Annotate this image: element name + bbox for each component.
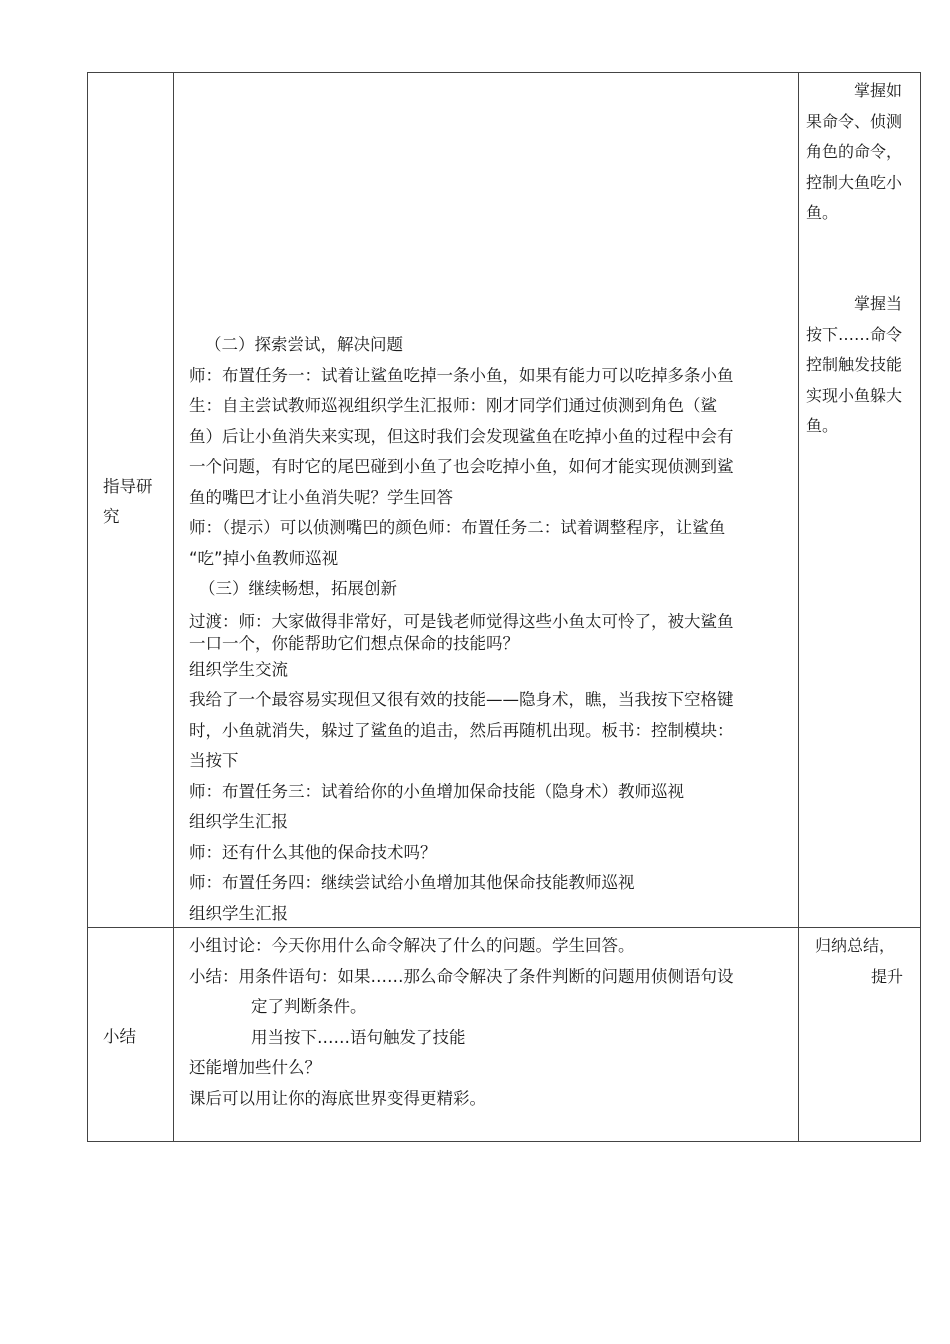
intent-line: 归纳总结， — [815, 936, 896, 955]
content-subheading: （三）继续畅想，拓展创新 — [199, 579, 397, 598]
stage-label-line: 究 — [103, 507, 120, 526]
content-line: 小组讨论：今天你用什么命令解决了什么的问题。学生回答。 — [189, 936, 635, 955]
intent-line: 控制大鱼吃小 — [806, 172, 903, 192]
content-line: 还能增加些什么？ — [189, 1058, 321, 1077]
content-line: 师：还有什么其他的保命技术吗？ — [189, 842, 437, 862]
table-right-border — [920, 72, 921, 1142]
intent-line: 掌握当 — [854, 294, 903, 313]
intent-line: 角色的命令， — [806, 142, 903, 161]
content-line: 一口一个，你能帮助它们想点保命的技能吗？ — [189, 633, 519, 653]
column-divider-1 — [173, 72, 174, 1142]
content-subheading: （二）探索尝试，解决问题 — [205, 335, 403, 354]
content-line: 师：布置任务三：试着给你的小鱼增加保命技能（隐身术）教师巡视 — [189, 781, 684, 801]
content-line: 师：布置任务四：继续尝试给小鱼增加其他保命技能教师巡视 — [189, 873, 635, 892]
teaching-process-content — [189, 330, 734, 929]
content-line: 一个问题，有时它的尾巴碰到小鱼了也会吃掉小鱼，如何才能实现侦测到鲨 — [189, 457, 734, 476]
table-left-border — [87, 72, 88, 1142]
content-line: 我给了一个最容易实现但又很有效的技能——隐身术，瞧，当我按下空格键 — [189, 690, 734, 709]
content-line: 当按下 — [189, 751, 239, 770]
intent-line: 鱼。 — [806, 203, 839, 222]
content-line: 鱼）后让小鱼消失来实现，但这时我们会发现鲨鱼在吃掉小鱼的过程中会有 — [189, 426, 734, 446]
intent-line: 提升 — [871, 966, 904, 986]
content-line: “吃”掉小鱼教师巡视 — [189, 548, 339, 568]
content-line: 组织学生汇报 — [189, 812, 288, 831]
stage-label-summary — [103, 1022, 136, 1052]
content-line: 过渡：师：大家做得非常好，可是钱老师觉得这些小鱼太可怜了，被大鲨鱼 — [189, 611, 734, 631]
content-line: 课后可以用让你的海底世界变得更精彩。 — [189, 1088, 486, 1108]
content-line: 师：布置任务一：试着让鲨鱼吃掉一条小鱼，如果有能力可以吃掉多条小鱼 — [189, 365, 734, 385]
intent-line: 果命令、侦测 — [806, 111, 903, 131]
table-bottom-border — [87, 1141, 921, 1142]
intent-line: 掌握如 — [854, 81, 903, 100]
table-top-border — [87, 72, 921, 73]
summary-content — [189, 931, 734, 1114]
content-line: 定了判断条件。 — [251, 997, 367, 1016]
content-line: 时，小鱼就消失，躲过了鲨鱼的追击，然后再随机出现。板书：控制模块： — [189, 720, 734, 740]
design-intent-b — [806, 289, 902, 442]
content-line: 生：自主尝试教师巡视组织学生汇报师：刚才同学们通过侦测到角色（鲨 — [189, 396, 717, 415]
stage-label-guided-research — [103, 472, 153, 532]
content-line: 组织学生交流 — [189, 659, 288, 679]
intent-line: 鱼。 — [806, 416, 839, 435]
intent-line: 控制触发技能 — [806, 355, 903, 374]
content-line: 小结：用条件语句：如果……那么命令解决了条件判断的问题用侦侧语句设 — [189, 966, 734, 986]
stage-label-line: 小结 — [103, 1027, 136, 1046]
content-line: 组织学生汇报 — [189, 903, 288, 923]
content-line: 师：（提示）可以侦测嘴巴的颜色师：布置任务二：试着调整程序，让鲨鱼 — [189, 518, 726, 537]
content-line: 用当按下……语句触发了技能 — [251, 1027, 466, 1047]
design-intent-a — [806, 76, 902, 229]
stage-label-line: 指导研 — [103, 477, 153, 496]
intent-line: 按下……命令 — [806, 324, 903, 344]
intent-line: 实现小鱼躲大 — [806, 385, 903, 405]
summary-intent — [815, 931, 903, 992]
column-divider-2 — [798, 72, 799, 1142]
content-line: 鱼的嘴巴才让小鱼消失呢？学生回答 — [189, 487, 453, 507]
